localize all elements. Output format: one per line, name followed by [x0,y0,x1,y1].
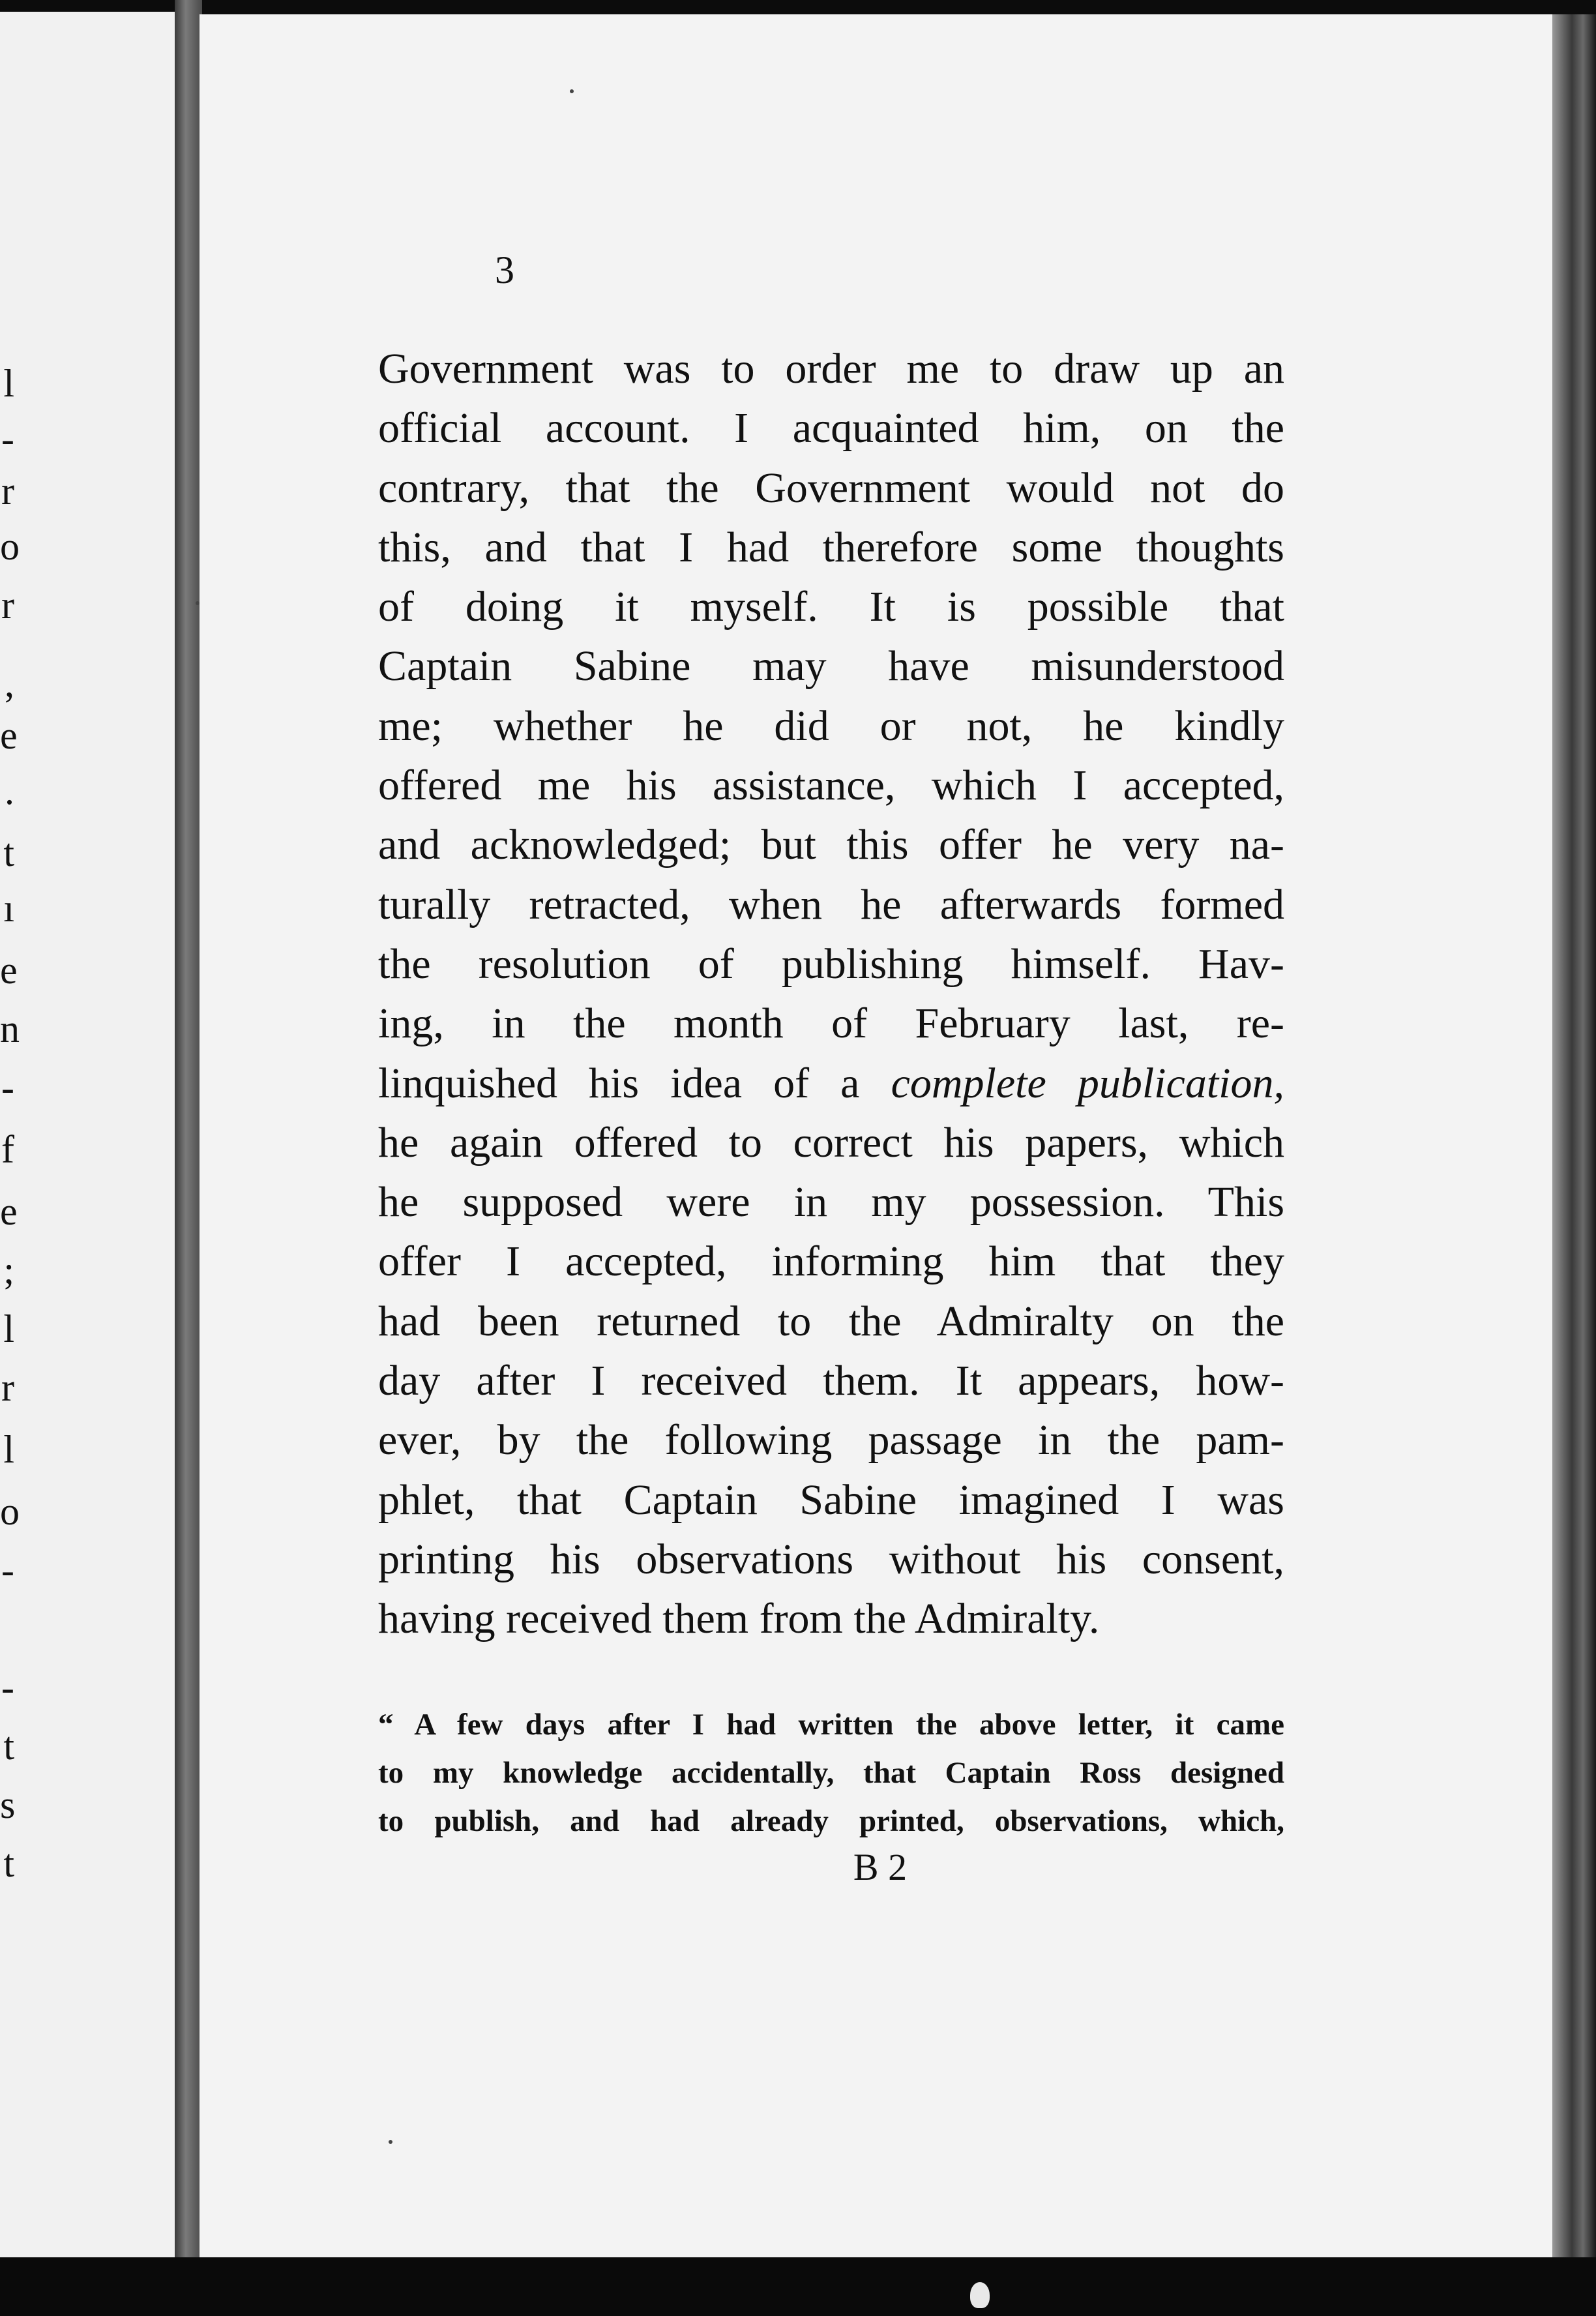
quote-line: to publish, and had already printed, observations, which, [378,1804,1284,1838]
text-line: day after I received them. It appears, how- [378,1357,1284,1405]
text-line: contrary, that the Government would not do [378,464,1284,512]
edge-char: s [0,1783,16,1826]
paper-speck [389,2140,392,2144]
edge-char: t [3,1725,14,1768]
book-gutter [175,0,202,2316]
quoted-passage [378,1700,1284,1845]
edge-char: - [1,1666,14,1709]
quote-line: to my knowledge accidentally, that Captain Ross designed [378,1756,1284,1790]
quote-line: “ A few days after I had written the above letter, it came [378,1708,1284,1742]
edge-char: ı [3,887,14,930]
edge-char: n [0,1007,20,1050]
text-line: and acknowledged; but this offer he very na- [378,821,1284,869]
edge-char: o [0,1490,20,1533]
text-line: turally retracted, when he afterwards formed [378,880,1284,928]
text-line: official account. I acquainted him, on the [378,404,1284,453]
edge-char: - [1,417,14,460]
edge-char: o [0,525,20,568]
paper-speck [196,601,200,605]
edge-char: , [5,662,14,705]
body-text [378,339,1284,1649]
edge-char: t [3,1842,14,1885]
text-line: Government was to order me to draw up an [378,345,1284,393]
edge-char: r [1,584,14,627]
text-line: the resolution of publishing himself. Hav- [378,940,1284,988]
text-line: this, and that I had therefore some thoughts [378,523,1284,571]
page-fore-edge [1552,14,1596,2257]
text-fragment: linquished his idea of a [378,1059,860,1107]
paper-speck [570,89,574,93]
edge-char: t [3,831,14,874]
edge-char: - [1,1549,14,1592]
edge-char: e [0,714,18,757]
text-line: offer I accepted, informing him that they [378,1238,1284,1286]
text-line: having received them from the Admiralty. [378,1595,1100,1643]
edge-char: - [1,1066,14,1109]
scan-bottom-border [0,2257,1596,2316]
edge-char: ; [3,1249,14,1292]
edge-char: f [1,1128,14,1171]
previous-page-edge [0,12,175,2268]
text-line: he again offered to correct his papers, which [378,1118,1284,1166]
page-number: 3 [495,248,514,291]
edge-char: r [1,469,14,512]
text-line: ing, in the month of February last, re- [378,1000,1284,1048]
signature-mark: B 2 [853,1846,908,1888]
text-line-with-italic [378,1054,1284,1113]
italic-phrase: complete publication, [891,1059,1284,1107]
edge-char: l [3,362,14,405]
text-line: ever, by the following passage in the pam- [378,1416,1284,1464]
edge-char: e [0,1190,18,1233]
edge-char: r [1,1366,14,1409]
text-line: printing his observations without his consent, [378,1535,1284,1583]
text-line: of doing it myself. It is possible that [378,583,1284,631]
text-line: he supposed were in my possession. This [378,1178,1284,1226]
text-line: me; whether he did or not, he kindly [378,702,1284,750]
text-line: had been returned to the Admiralty on the [378,1297,1284,1345]
text-line: offered me his assistance, which I accepted, [378,762,1284,810]
edge-char: l [3,1428,14,1471]
text-line: phlet, that Captain Sabine imagined I was [378,1476,1284,1524]
scanner-mark [970,2282,990,2308]
edge-char: l [3,1307,14,1350]
edge-char: . [5,769,14,812]
edge-char: e [0,949,18,992]
text-line: Captain Sabine may have misunderstood [378,642,1284,690]
